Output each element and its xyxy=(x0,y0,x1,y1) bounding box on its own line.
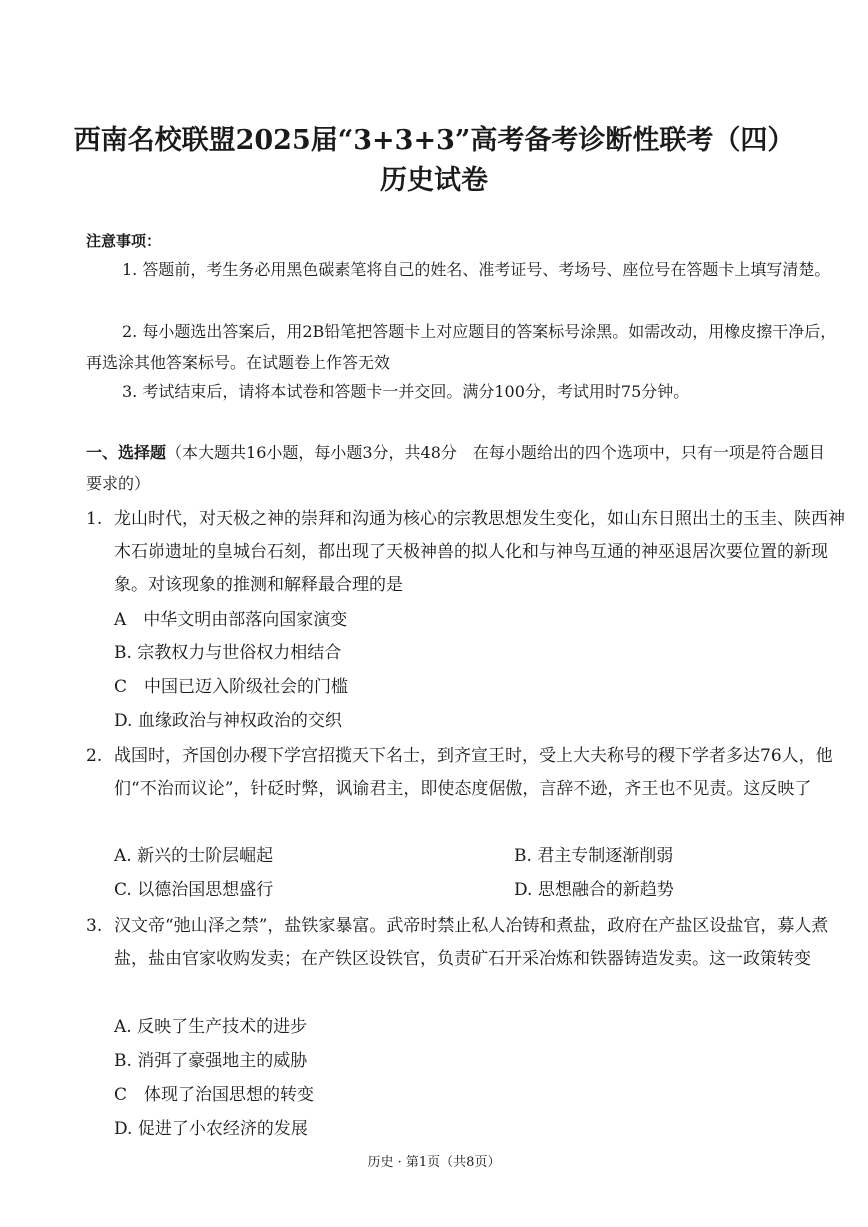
section-1 xyxy=(86,437,838,499)
option-3a: A. 反映了生产技术的进步 xyxy=(114,1017,308,1037)
question-number: 1. xyxy=(86,509,103,529)
option-1b: B. 宗教权力与世俗权力相结合 xyxy=(114,643,342,663)
notice-item-3: 3. 考试结束后，请将本试卷和答题卡一并交回。满分100分，考试用时75分钟。 xyxy=(122,382,690,401)
question-3 xyxy=(86,910,846,976)
notice-heading: 注意事项： xyxy=(86,232,162,250)
page-footer: 历史 · 第1页（共8页） xyxy=(367,1155,501,1170)
question-number: 2. xyxy=(86,746,103,766)
option-3b: B. 消弭了豪强地主的威胁 xyxy=(114,1051,308,1071)
option-2d: D. 思想融合的新趋势 xyxy=(514,880,674,900)
option-2c: C. 以德治国思想盛行 xyxy=(114,880,274,900)
section-description: （本大题共16小题，每小题3分，共48分 在每小题给出的四个选项中，只有一项是符合题目要求的） xyxy=(86,443,825,493)
question-stem: 龙山时代，对天极之神的崇拜和沟通为核心的宗教思想发生变化，如山东日照出土的玉圭、陕西神木石峁遗址的皇城台石刻，都出现了天极神兽的拟人化和与神鸟互通的神巫退居次要位置的新现象。对该现象的推测和解释最合理的是 xyxy=(114,509,845,595)
option-2b: B. 君主专制逐渐削弱 xyxy=(514,846,674,866)
notice-item-1: 1. 答题前，考生务必用黑色碳素笔将自己的姓名、准考证号、考场号、座位号在答题卡上填写清楚。 xyxy=(122,260,831,279)
question-number: 3. xyxy=(86,916,103,936)
option-2a: A. 新兴的士阶层崛起 xyxy=(114,846,274,866)
option-3d: D. 促进了小农经济的发展 xyxy=(114,1119,308,1139)
option-1a: A 中华文明由部落向国家演变 xyxy=(114,610,348,630)
subject-title: 历史试卷 xyxy=(380,165,488,196)
question-2 xyxy=(86,740,846,806)
question-1 xyxy=(86,503,846,602)
question-stem: 汉文帝“弛山泽之禁”，盐铁家暴富。武帝时禁止私人冶铸和煮盐，政府在产盐区设盐官，募人煮盐，盐由官家收购发卖；在产铁区设铁官，负责矿石开采冶炼和铁器铸造发卖。这一政策转变 xyxy=(114,916,829,969)
notice-item-2: 2. 每小题选出答案后，用2B铅笔把答题卡上对应题目的答案标号涂黑。如需改动，用橡皮擦干净后，再选涂其他答案标号。在试题卷上作答无效 xyxy=(86,322,837,372)
section-heading: 一、选择题 xyxy=(86,443,167,462)
option-1c: C 中国已迈入阶级社会的门槛 xyxy=(114,677,349,697)
option-3c: C 体现了治国思想的转变 xyxy=(114,1085,315,1105)
question-stem: 战国时，齐国创办稷下学宫招揽天下名士，到齐宣王时，受上大夫称号的稷下学者多达76人，他们“不治而议论”，针砭时弊，讽谕君主，即使态度倨傲，言辞不逊，齐王也不见责。这反映了 xyxy=(114,746,833,799)
exam-title: 西南名校联盟2025届“3+3+3”高考备考诊断性联考（四） xyxy=(73,125,795,156)
option-1d: D. 血缘政治与神权政治的交织 xyxy=(114,711,342,731)
